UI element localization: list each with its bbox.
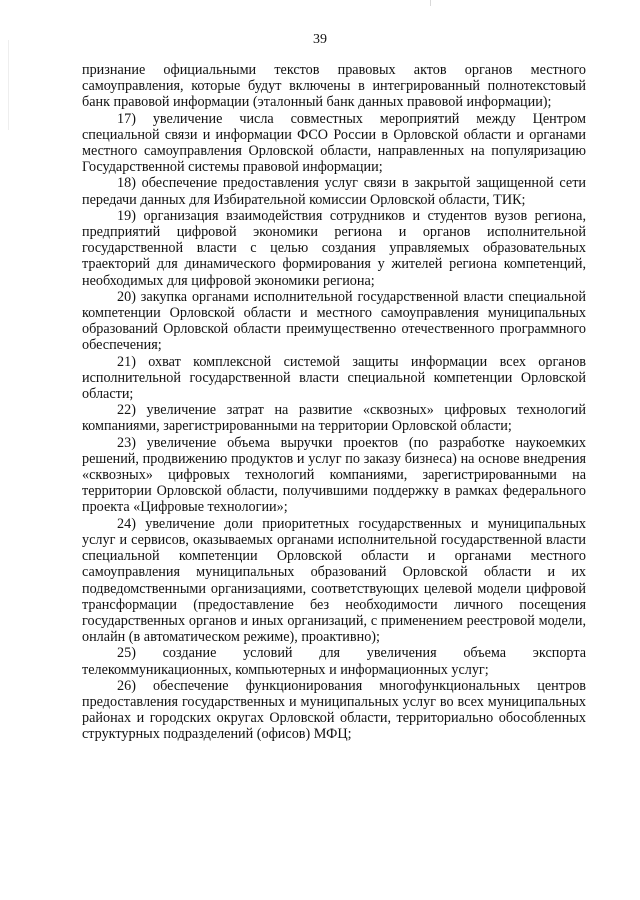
paragraph-item-18: 18) обеспечение предоставления услуг связи в закрытой защищенной сети передачи данных для Избирательной комиссии Орловской области, ТИК; <box>82 175 586 208</box>
paragraph-item-20: 20) закупка органами исполнительной государственной власти специальной компетенции Орловской области и местного самоуправления муниципальных образований Орловской области преимущественно отечественного программного обеспечения; <box>82 288 586 354</box>
paragraph-item-21: 21) охват комплексной системой защиты информации всех органов исполнительной государственной власти специальной компетенции Орловской области; <box>82 353 586 403</box>
document-body <box>82 62 586 743</box>
scan-artifact-line <box>430 0 431 6</box>
paragraph-item-26: 26) обеспечение функционирования многофункциональных центров предоставления государственных и муниципальных услуг во всех муниципальных районах и городских округах Орловской области, территориально обособленных структурных подразделений (офисов) МФЦ; <box>82 677 586 743</box>
paragraph-item-22: 22) увеличение затрат на развитие «сквозных» цифровых технологий компаниями, зарегистрированными на территории Орловской области; <box>82 402 586 435</box>
paragraph-continuation: признание официальными текстов правовых актов органов местного самоуправления, которые будут включены в интегрированный полнотекстовый банк правовой информации (эталонный банк данных правовой информации); <box>82 62 586 111</box>
page-number: 39 <box>313 32 327 47</box>
paragraph-item-17: 17) увеличение числа совместных мероприятий между Центром специальной связи и информации ФСО России в Орловской области и органами местного самоуправления Орловской области, направленных на популяризацию Государственной системы правовой информации; <box>82 110 586 176</box>
scan-artifact-line <box>8 40 9 130</box>
paragraph-item-19: 19) организация взаимодействия сотрудников и студентов вузов региона, предприятий цифровой экономики региона и органов исполнительной государственной власти с целью создания управляемых образовательных траекторий для динамического формирования у жителей региона компетенций, необходимых для цифровой экономики региона; <box>82 207 586 289</box>
paragraph-item-25: 25) создание условий для увеличения объема экспорта телекоммуникационных, компьютерных и информационных услуг; <box>82 645 586 678</box>
paragraph-item-23: 23) увеличение объема выручки проектов (по разработке наукоемких решений, продвижению продуктов и услуг по заказу бизнеса) на основе внедрения «сквозных» цифровых технологий компаниями, зарегистрированными на территории Орловской области, получившими поддержку в рамках федерального проекта «Цифровые технологии»; <box>82 434 586 516</box>
paragraph-item-24: 24) увеличение доли приоритетных государственных и муниципальных услуг и сервисов, оказываемых органами исполнительной государственной власти специальной компетенции Орловской области и органами местного самоуправления муниципальных образований Орловской области и их подведомственными организациями, соответствующих целевой модели цифровой трансформации (предоставление без необходимости личного посещения государственных органов и иных организаций, с применением реестровой модели, онлайн (в автоматическом режиме), проактивно); <box>82 515 586 646</box>
